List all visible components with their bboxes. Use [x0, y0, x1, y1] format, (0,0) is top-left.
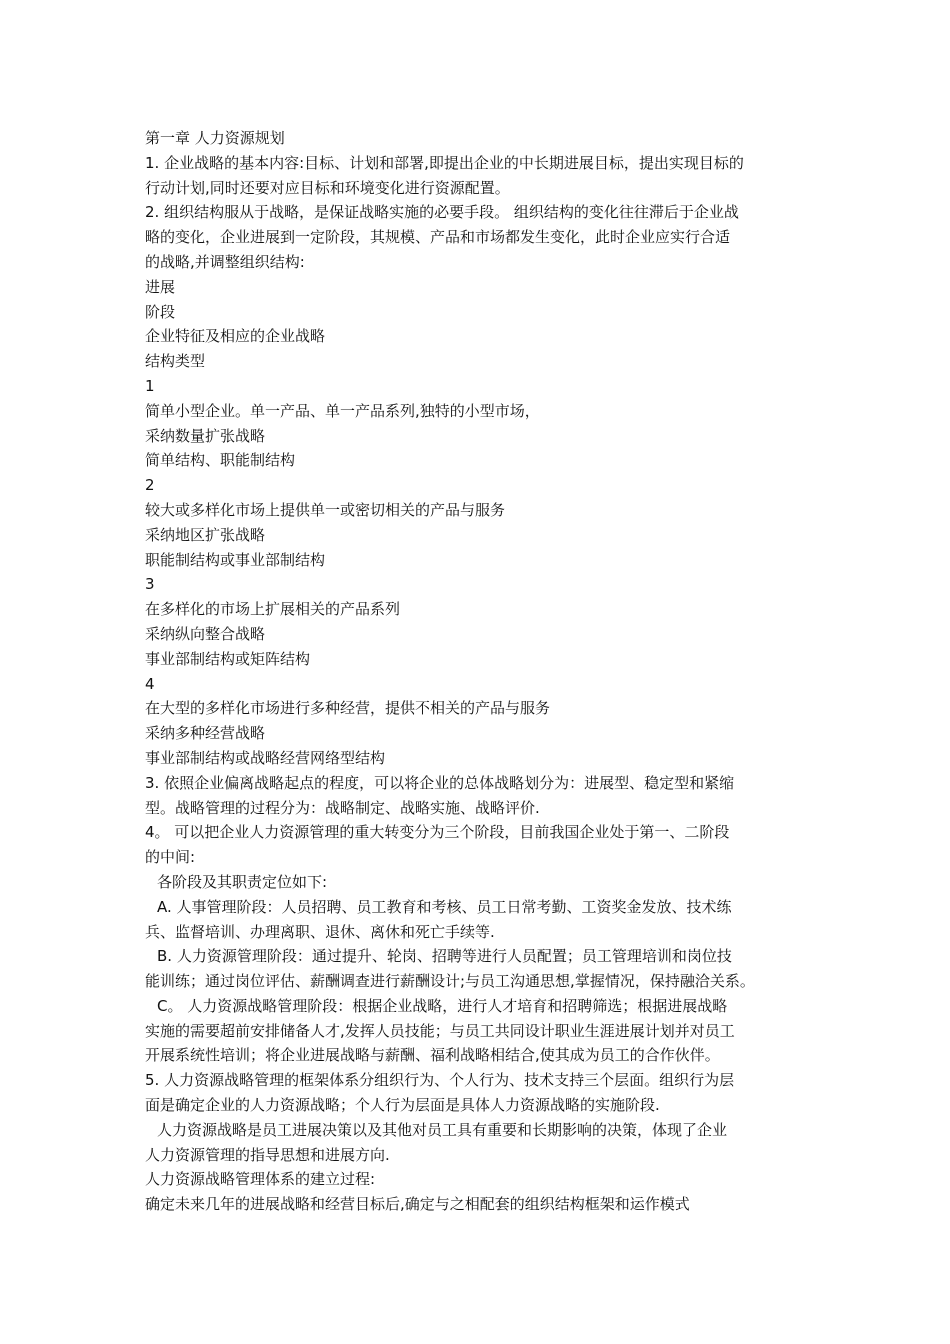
stage-strategy: 采纳地区扩张战略	[145, 525, 266, 544]
paragraph-6-line-1: 人力资源战略是员工进展决策以及其他对员工具有重要和长期影响的决策，体现了企业	[157, 1120, 728, 1139]
stage-structure: 简单结构、职能制结构	[145, 451, 296, 470]
stage-feature: 在多样化的市场上扩展相关的产品系列	[145, 600, 401, 619]
paragraph-5-line-1: 5. 人力资源战略管理的框架体系分组织行为、个人行为、技术支持三个层面。组织行为层	[145, 1071, 735, 1090]
table-header-stage-2: 阶段	[145, 302, 176, 321]
paragraph-4-line-1: 4。 可以把企业人力资源管理的重大转变分为三个阶段，目前我国企业处于第一、二阶段	[145, 823, 730, 842]
process-text: 确定未来几年的进展战略和经营目标后,确定与之相配套的组织结构框架和运作模式	[145, 1195, 690, 1214]
item-b-line-2: 能训练；通过岗位评估、薪酬调查进行薪酬设计;与员工沟通思想,掌握情况，保持融洽关系。	[145, 972, 755, 991]
document-page	[145, 126, 810, 1217]
stage-number: 4	[145, 674, 155, 693]
paragraph-2-line-3: 的战略,并调整组织结构:	[145, 252, 305, 271]
stage-feature: 较大或多样化市场上提供单一或密切相关的产品与服务	[145, 500, 506, 519]
item-a-line-1: A. 人事管理阶段：人员招聘、员工教育和考核、员工日常考勤、工资奖金发放、技术练	[157, 897, 732, 916]
paragraph-1-line-1: 1. 企业战略的基本内容:目标、计划和部署,即提出企业的中长期进展目标，提出实现目标的	[145, 153, 744, 172]
table-header-structure: 结构类型	[145, 352, 206, 371]
stage-feature: 简单小型企业。单一产品、单一产品系列,独特的小型市场，	[145, 401, 540, 420]
item-b-line-1: B. 人力资源管理阶段：通过提升、轮岗、招聘等进行人员配置；员工管理培训和岗位技	[157, 947, 732, 966]
paragraph-4-line-2: 的中间:	[145, 848, 196, 867]
stage-number: 3	[145, 575, 155, 594]
paragraph-2-line-1: 2. 组织结构服从于战略，是保证战略实施的必要手段。 组织结构的变化往往滞后于企业战	[145, 203, 739, 222]
stage-strategy: 采纳多种经营战略	[145, 724, 266, 743]
paragraph-3-line-1: 3. 依照企业偏离战略起点的程度，可以将企业的总体战略划分为：进展型、稳定型和紧缩	[145, 773, 735, 792]
item-a-line-2: 兵、监督培训、办理离职、退休、离休和死亡手续等.	[145, 922, 495, 941]
stage-number: 1	[145, 376, 155, 395]
stage-strategy: 采纳数量扩张战略	[145, 426, 266, 445]
item-c-line-2: 实施的需要超前安排储备人才,发挥人员技能；与员工共同设计职业生涯进展计划并对员工	[145, 1021, 735, 1040]
table-header-stage-1: 进展	[145, 277, 176, 296]
process-heading: 人力资源战略管理体系的建立过程:	[145, 1170, 376, 1189]
table-header-features: 企业特征及相应的企业战略	[145, 327, 326, 346]
stage-structure: 职能制结构或事业部制结构	[145, 550, 326, 569]
item-c-line-3: 开展系统性培训；将企业进展战略与薪酬、福利战略相结合,使其成为员工的合作伙伴。	[145, 1046, 720, 1065]
paragraph-2-line-2: 略的变化，企业进展到一定阶段，其规模、产品和市场都发生变化，此时企业应实行合适	[145, 228, 731, 247]
stage-structure: 事业部制结构或矩阵结构	[145, 649, 311, 668]
paragraph-6-line-2: 人力资源管理的指导思想和进展方向.	[145, 1145, 390, 1164]
stage-structure: 事业部制结构或战略经营网络型结构	[145, 748, 386, 767]
chapter-title: 第一章 人力资源规划	[145, 129, 285, 147]
stage-number: 2	[145, 476, 155, 495]
item-c-line-1: C。 人力资源战略管理阶段：根据企业战略，进行人才培育和招聘筛选；根据进展战略	[157, 996, 728, 1015]
paragraph-3-line-2: 型。战略管理的过程分为：战略制定、战略实施、战略评价.	[145, 798, 540, 817]
paragraph-5-line-2: 面是确定企业的人力资源战略；个人行为层面是具体人力资源战略的实施阶段.	[145, 1096, 660, 1115]
stage-strategy: 采纳纵向整合战略	[145, 624, 266, 643]
paragraph-4-intro: 各阶段及其职责定位如下:	[157, 872, 328, 891]
paragraph-1-line-2: 行动计划,同时还要对应目标和环境变化进行资源配置。	[145, 178, 510, 197]
stage-feature: 在大型的多样化市场进行多种经营，提供不相关的产品与服务	[145, 699, 551, 718]
